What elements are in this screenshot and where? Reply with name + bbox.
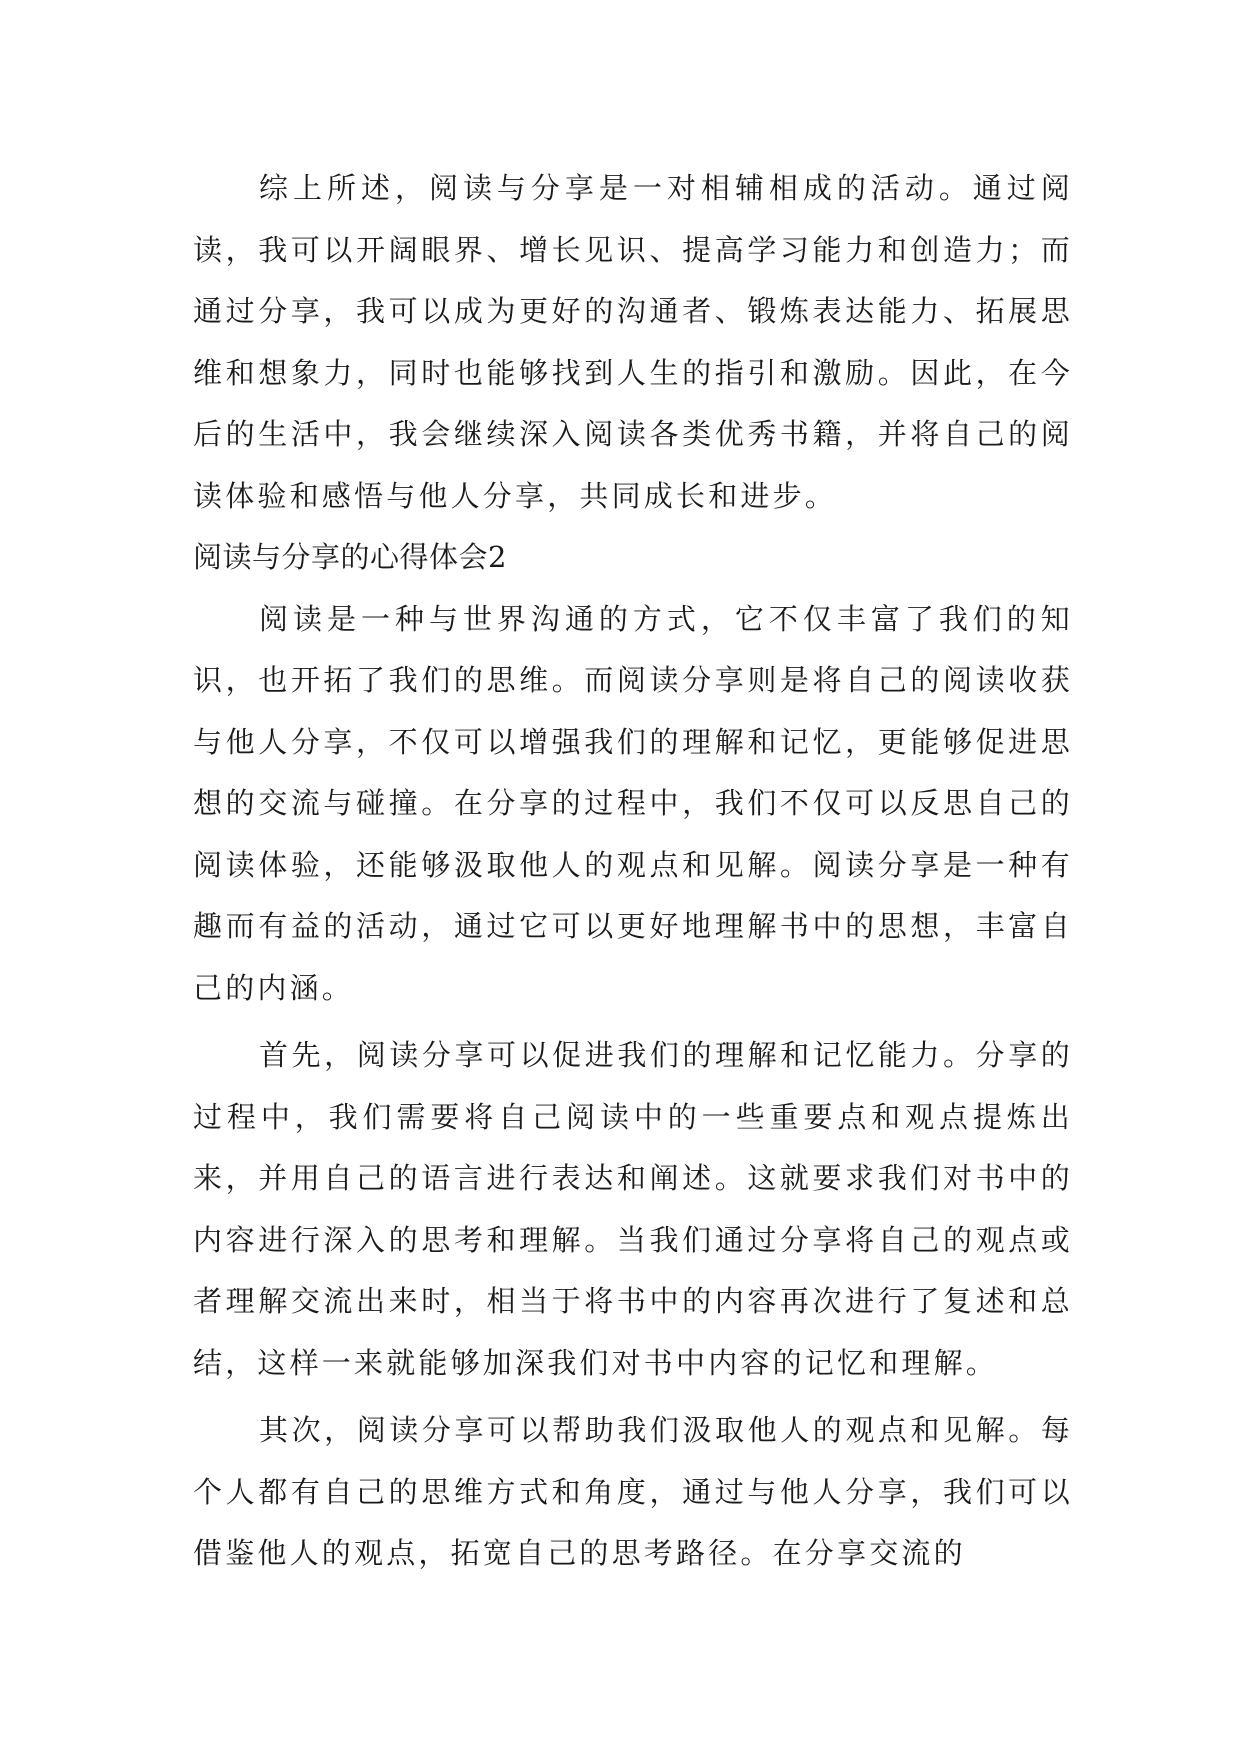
document-page — [193, 158, 1073, 1585]
paragraph-intro: 阅读是一种与世界沟通的方式，它不仅丰富了我们的知识，也开拓了我们的思维。而阅读分享则是将自己的阅读收获与他人分享，不仅可以增强我们的理解和记忆，更能够促进思想的交流与碰撞。在分享的过程中，我们不仅可以反思自己的阅读体验，还能够汲取他人的观点和见解。阅读分享是一种有趣而有益的活动，通过它可以更好地理解书中的思想，丰富自己的内涵。 — [193, 601, 1073, 1005]
section-heading: 阅读与分享的心得体会2 — [193, 540, 507, 574]
paragraph-conclusion: 综上所述，阅读与分享是一对相辅相成的活动。通过阅读，我可以开阔眼界、增长见识、提高学习能力和创造力；而通过分享，我可以成为更好的沟通者、锻炼表达能力、拓展思维和想象力，同时也能够找到人生的指引和激励。因此，在今后的生活中，我会继续深入阅读各类优秀书籍，并将自己的阅读体验和感悟与他人分享，共同成长和进步。 — [193, 171, 1073, 513]
paragraph-second-point: 其次，阅读分享可以帮助我们汲取他人的观点和见解。每个人都有自己的思维方式和角度，通过与他人分享，我们可以借鉴他人的观点，拓宽自己的思考路径。在分享交流的 — [193, 1413, 1073, 1570]
paragraph-first-point: 首先，阅读分享可以促进我们的理解和记忆能力。分享的过程中，我们需要将自己阅读中的一些重要点和观点提炼出来，并用自己的语言进行表达和阐述。这就要求我们对书中的内容进行深入的思考和理解。当我们通过分享将自己的观点或者理解交流出来时，相当于将书中的内容再次进行了复述和总结，这样一来就能够加深我们对书中内容的记忆和理解。 — [193, 1038, 1073, 1380]
